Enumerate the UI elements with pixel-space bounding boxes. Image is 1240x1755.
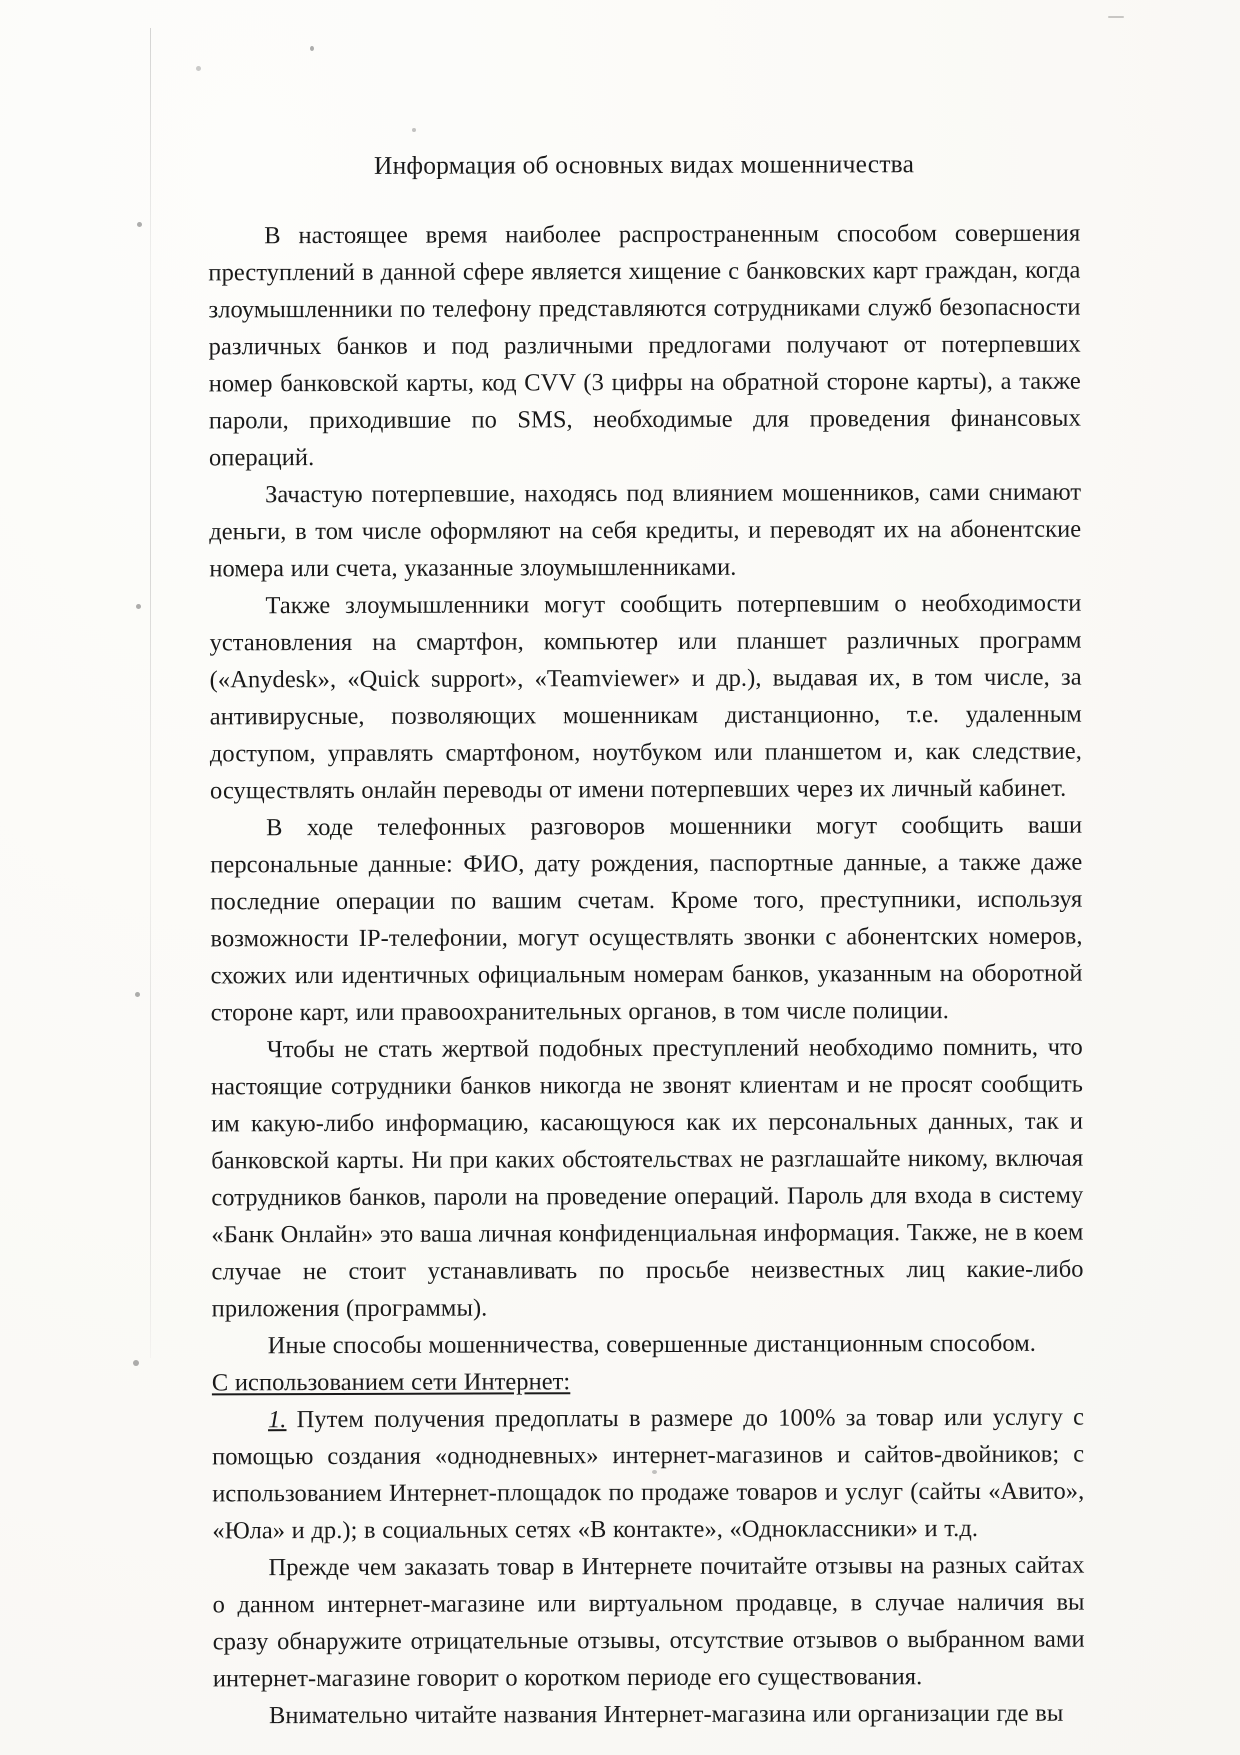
list-item-marker: 1. (267, 1406, 287, 1434)
paragraph-3: Также злоумышленники могут сообщить потерпевшим о необходимости установления на смартфон, компьютер или планшет различных программ («Anydesk», «Quick support», «Teamviewer» и др.), выдавая их, в том числе, за антивирусные, позволяющих мошенникам дистанционно, т.е. удаленным доступом, управлять смартфоном, ноутбуком или планшетом и, как следствие, осуществлять онлайн переводы от имени потерпевших через их личный кабинет. (209, 589, 1082, 805)
scan-speck (136, 604, 141, 609)
section-heading-text: С использованием сети Интернет: (211, 1368, 571, 1397)
list-item-text: Путем получения предоплаты в размере до 100% за товар или услугу с помощью создания «однодневных» интернет-магазинов и сайтов-двойников; с использованием Интернет-площадок по продаже товаров и услуг (сайты «Авито», «Юла» и др.); в социальных сетях «В контакте», «Одноклассники» и т.д. (212, 1403, 1085, 1545)
document-body (208, 149, 1085, 1735)
paragraph-6: Иные способы мошенничества, совершенные дистанционным способом. (267, 1329, 1036, 1360)
binding-line (150, 28, 151, 1358)
scan-speck (1108, 16, 1124, 18)
paragraph-7: Прежде чем заказать товар в Интернете почитайте отзывы на разных сайтах о данном интернет-магазине или виртуальном продавце, в случае наличия вы сразу обнаружите отрицательные отзывы, отсутствие отзывов о выбранном вами интернет-магазине говорит о коротком периоде его существования. (212, 1551, 1085, 1693)
numbered-item-1 (212, 1399, 1084, 1550)
scan-speck (133, 1360, 139, 1366)
scan-speck (412, 128, 416, 132)
paragraph-4: В ходе телефонных разговоров мошенники могут сообщить ваши персональные данные: ФИО, дату рождения, паспортные данные, а также даже последние операции по вашим счетам. Кроме того, преступники, используя возможности IP-телефонии, могут осуществлять звонки с абонентских номеров, схожих или идентичных официальным номерам банков, указанным на оборотной стороне карт, или правоохранительных органов, в том числе полиции. (210, 811, 1083, 1027)
scan-speck (310, 46, 314, 51)
section-heading (212, 1362, 1084, 1402)
paragraph-5: Чтобы не стать жертвой подобных преступлений необходимо помнить, что настоящие сотрудники банков никогда не звонят клиентам и не просят сообщить им какую-либо информацию, касающуюся как их персональных данных, так и банковской карты. Ни при каких обстоятельствах не разглашайте никому, включая сотрудников банков, пароли на проведение операций. Пароль для входа в систему «Банк Онлайн» это ваша личная конфиденциальная информация. Также, не в коем случае не стоит устанавливать по просьбе неизвестных лиц какие-либо приложения (программы). (210, 1033, 1084, 1323)
paragraph-2: Зачастую потерпевшие, находясь под влиянием мошенников, сами снимают деньги, в том числе оформляют на себя кредиты, и переводят их на абонентские номера или счета, указанные злоумышленниками. (209, 478, 1082, 583)
scan-speck (135, 992, 140, 997)
page-title: Информация об основных видах мошенничества (373, 149, 915, 180)
scan-speck (196, 66, 201, 71)
paragraph-8: Внимательно читайте названия Интернет-магазина или организации где вы (268, 1699, 1064, 1730)
paragraph-1: В настоящее время наиболее распространенным способом совершения преступлений в данной сфере является хищение с банковских карт граждан, когда злоумышленники по телефону представляются сотрудниками служб безопасности различных банков и под различными предлогами получают от потерпевших номер банковской карты, код CVV (3 цифры на обратной стороне карты), а также пароли, приходившие по SMS, необходимые для проведения финансовых операций. (208, 219, 1081, 472)
scan-speck (137, 222, 142, 227)
